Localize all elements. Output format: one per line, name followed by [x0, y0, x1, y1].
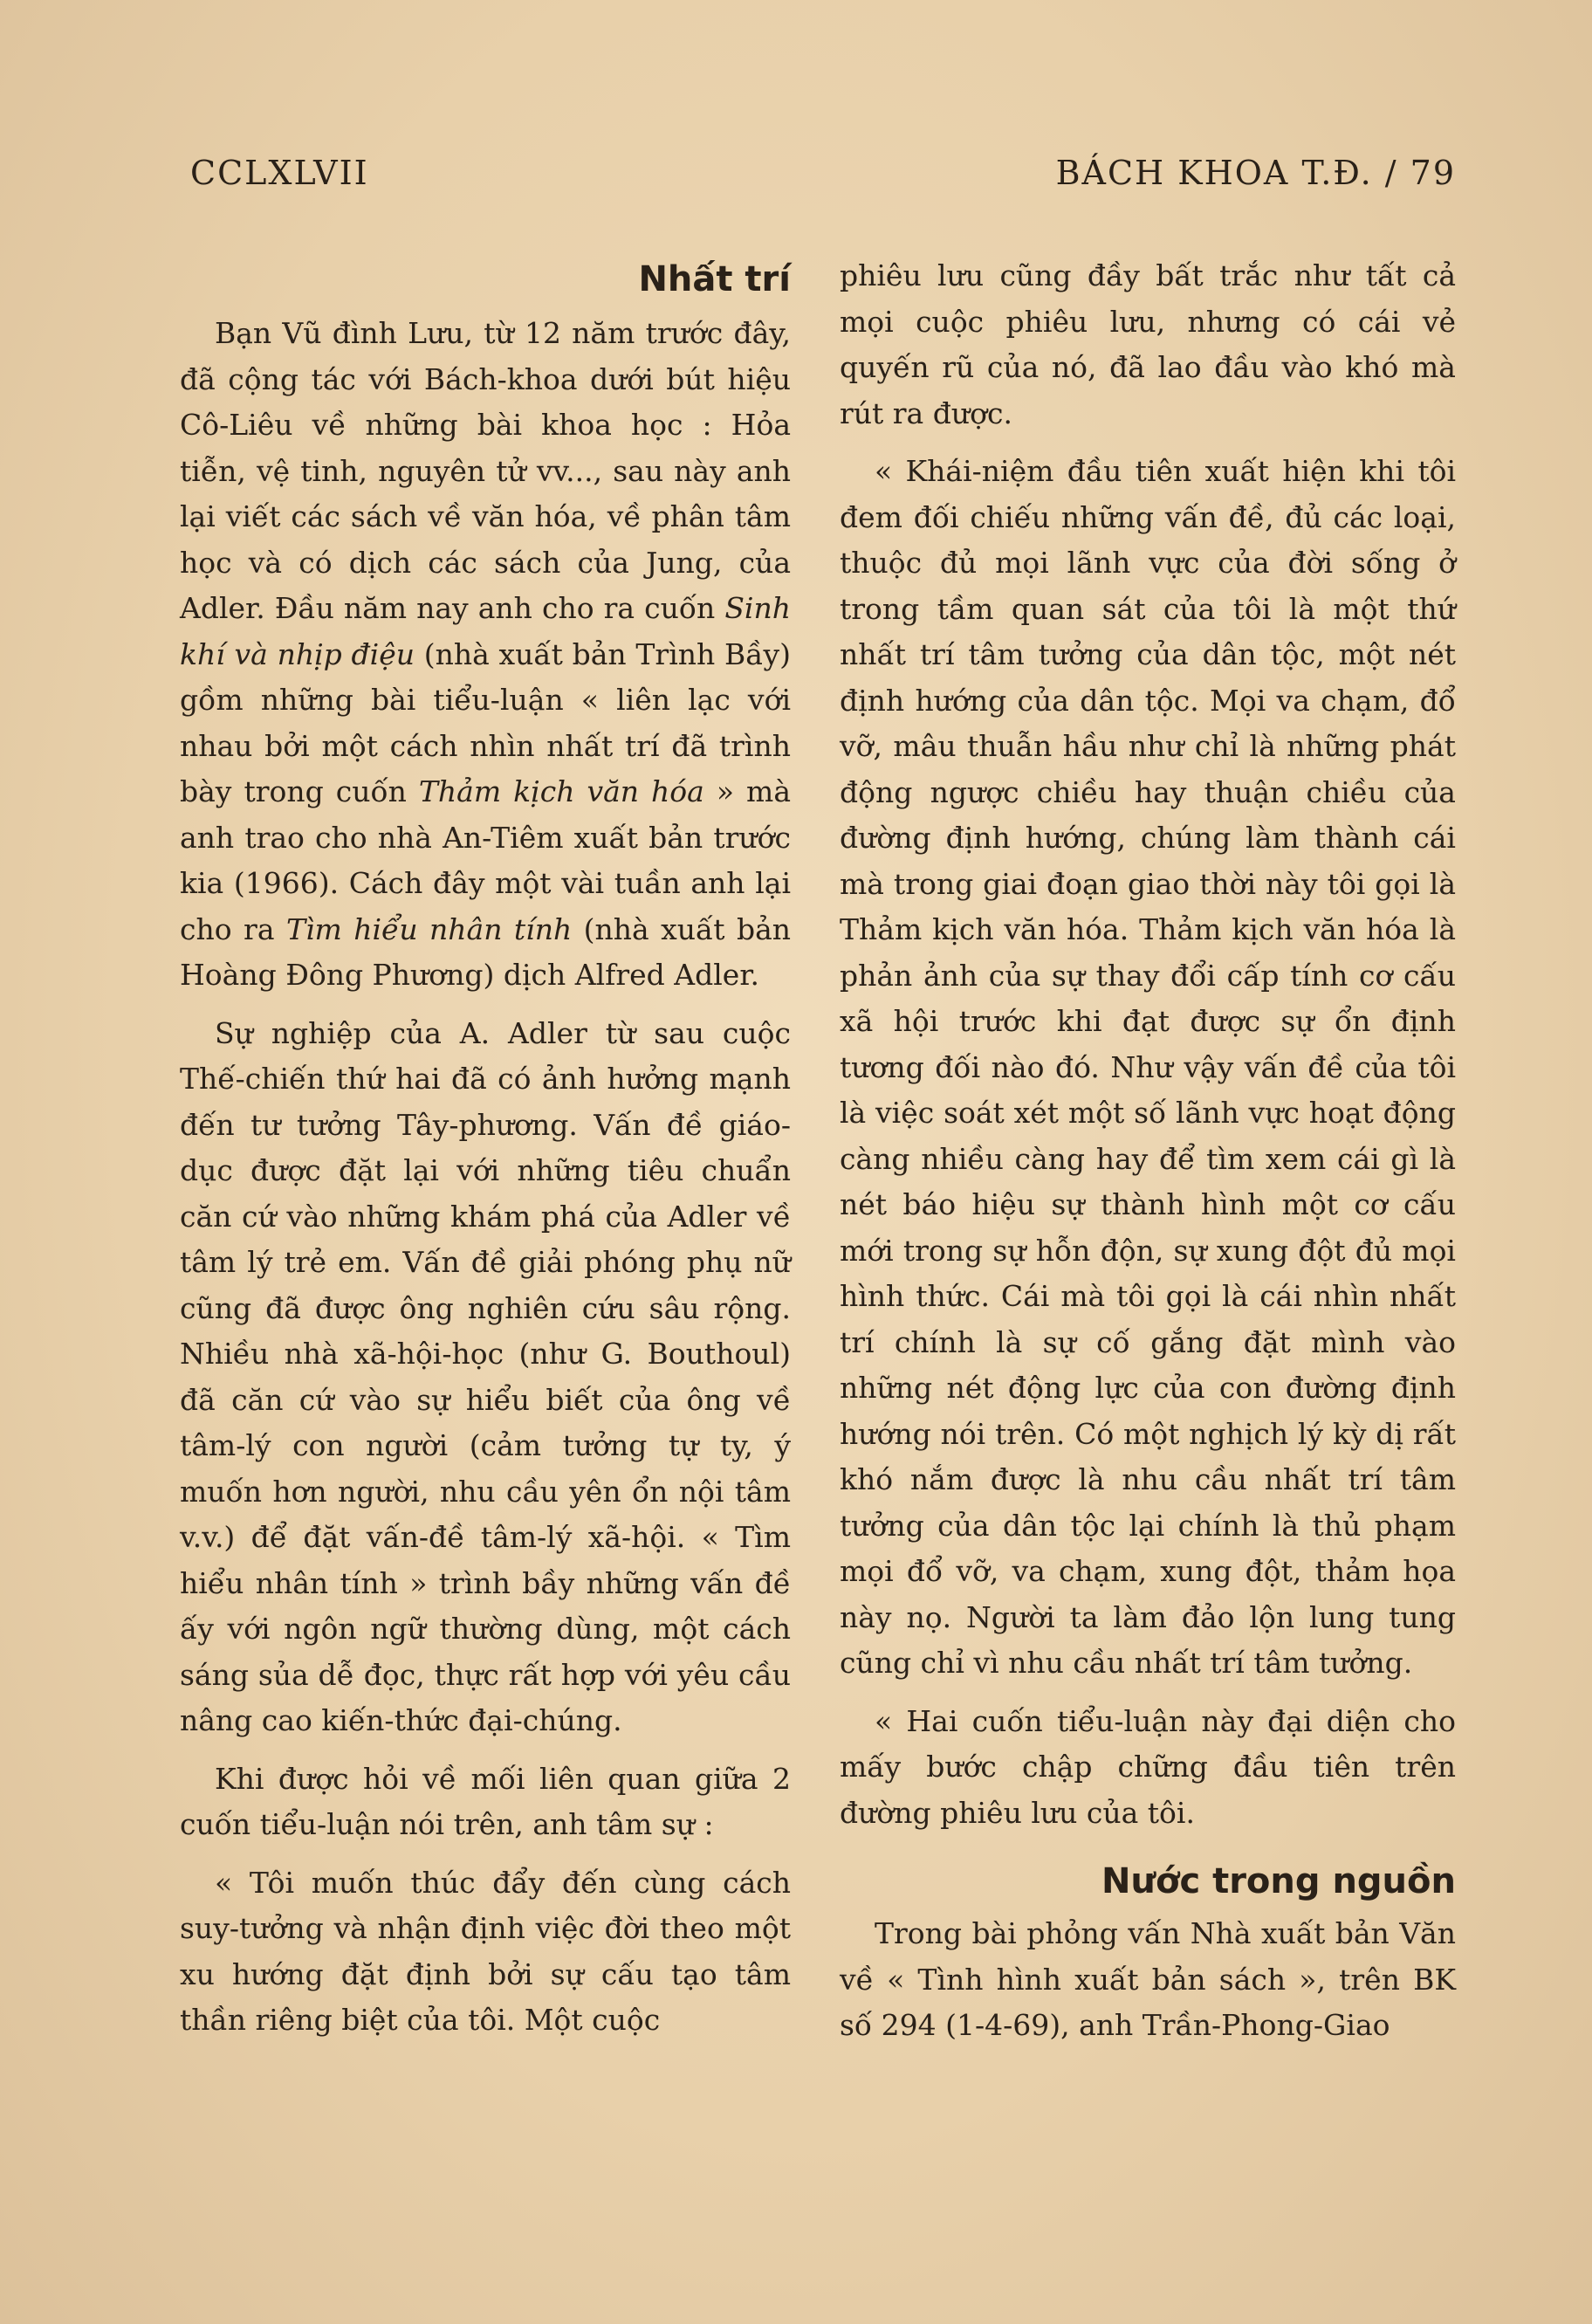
header-roman-numeral: CCLXLVII: [190, 154, 369, 192]
text: (nhà xuất bản Hoàng Đông Phương) dịch Alfred Adler.: [180, 911, 791, 992]
book-title: Sinh khí và nhịp điệu: [180, 591, 791, 671]
paragraph: Trong bài phỏng vấn Nhà xuất bản Văn về « Tình hình xuất bản sách », trên BK số 294 (1-4-69), anh Trần-Phong-Giao: [840, 1916, 1456, 2042]
text: Bạn Vũ đình Lưu, từ 12 năm trước đây, đã cộng tác với Bách-khoa dưới bút hiệu Cô-Liêu về những bài khoa học : Hỏa tiễn, vệ tinh, nguyên tử vv..., sau này anh lại viết các sách về văn hóa, về phân tâm học và có dịch các sách của Jung, của Adler. Đầu năm nay anh cho ra cuốn: [180, 316, 791, 625]
book-title: Thảm kịch văn hóa: [418, 774, 704, 808]
paragraph: phiêu lưu cũng đầy bất trắc như tất cả mọi cuộc phiêu lưu, nhưng có cái vẻ quyến rũ của nó, đã lao đầu vào khó mà rút ra được.: [840, 258, 1456, 430]
book-title: Tìm hiểu nhân tính: [285, 911, 573, 946]
text: (nhà xuất bản Trình Bầy) gồm những bài tiểu-luận « liên lạc với nhau bởi một cách nhìn nhất trí đã trình bày trong cuốn: [180, 636, 791, 808]
text: » mà anh trao cho nhà An-Tiêm xuất bản trước kia (1966). Cách đây một vài tuần anh lại cho ra: [180, 774, 791, 946]
paragraph: Khi được hỏi về mối liên quan giữa 2 cuốn tiểu-luận nói trên, anh tâm sự :: [180, 1761, 791, 1841]
paragraph: « Hai cuốn tiểu-luận này đại diện cho mấy bước chập chững đầu tiên trên đường phiêu lưu của tôi.: [840, 1703, 1456, 1830]
page-header: [0, 154, 1592, 206]
section-title-nuoc-trong-nguon: Nước trong nguồn: [1101, 1861, 1456, 1901]
header-journal-page: BÁCH KHOA T.Đ. / 79: [1055, 154, 1456, 192]
left-column: [180, 253, 791, 2056]
right-column: [840, 253, 1456, 2061]
paragraph: [180, 311, 791, 999]
paragraph: « Khái-niệm đầu tiên xuất hiện khi tôi đem đối chiếu những vấn đề, đủ các loại, thuộc đủ mọi lãnh vực của đời sống ở trong tầm quan sát của tôi là một thứ nhất trí tâm tưởng của dân tộc, một nét định hướng của dân tộc. Mọi va chạm, đổ vỡ, mâu thuẫn hầu như chỉ là những phát động ngược chiều hay thuận chiều của đường định hướng, chúng làm thành cái mà trong giai đoạn giao thời này tôi gọi là Thảm kịch văn hóa. Thảm kịch văn hóa là phản ảnh của sự thay đổi cấp tính cơ cấu xã hội trước khi đạt được sự ổn định tương đối nào đó. Như vậy vấn đề của tôi là việc soát xét một số lãnh vực hoạt động càng nhiều càng hay để tìm xem cái gì là nét báo hiệu sự thành hình một cơ cấu mới trong sự hỗn độn, sự xung đột đủ mọi hình thức. Cái mà tôi gọi là cái nhìn nhất trí chính là sự cố gắng đặt mình vào những nét động lực của con đường định hướng nói trên. Có một nghịch lý kỳ dị rất khó nắm được là nhu cầu nhất trí tâm tưởng của dân tộc lại chính là thủ phạm mọi đổ vỡ, va chạm, xung đột, thảm họa này nọ. Người ta làm đảo lộn lung tung cũng chỉ vì nhu cầu nhất trí tâm tưởng.: [840, 454, 1456, 1680]
paragraph: Sự nghiệp của A. Adler từ sau cuộc Thế-chiến thứ hai đã có ảnh hưởng mạnh đến tư tưởng Tây-phương. Vấn đề giáo-dục được đặt lại với những tiêu chuẩn căn cứ vào những khám phá của Adler về tâm lý trẻ em. Vấn đề giải phóng phụ nữ cũng đã được ông nghiên cứu sâu rộng. Nhiều nhà xã-hội-học (như G. Bouthoul) đã căn cứ vào sự hiểu biết của ông về tâm-lý con người (cảm tưởng tự ty, ý muốn hơn người, nhu cầu yên ổn nội tâm v.v.) để đặt vấn-đề tâm-lý xã-hội. « Tìm hiểu nhân tính » trình bầy những vấn đề ấy với ngôn ngữ thường dùng, một cách sáng sủa dễ đọc, thực rất hợp với yêu cầu nâng cao kiến-thức đại-chúng.: [180, 1015, 791, 1737]
paragraph: « Tôi muốn thúc đẩy đến cùng cách suy-tưởng và nhận định việc đời theo một xu hướng đặt định bởi sự cấu tạo tâm thần riêng biệt của tôi. Một cuộc: [180, 1865, 791, 2037]
section-title-nhat-tri: Nhất trí: [638, 259, 791, 299]
